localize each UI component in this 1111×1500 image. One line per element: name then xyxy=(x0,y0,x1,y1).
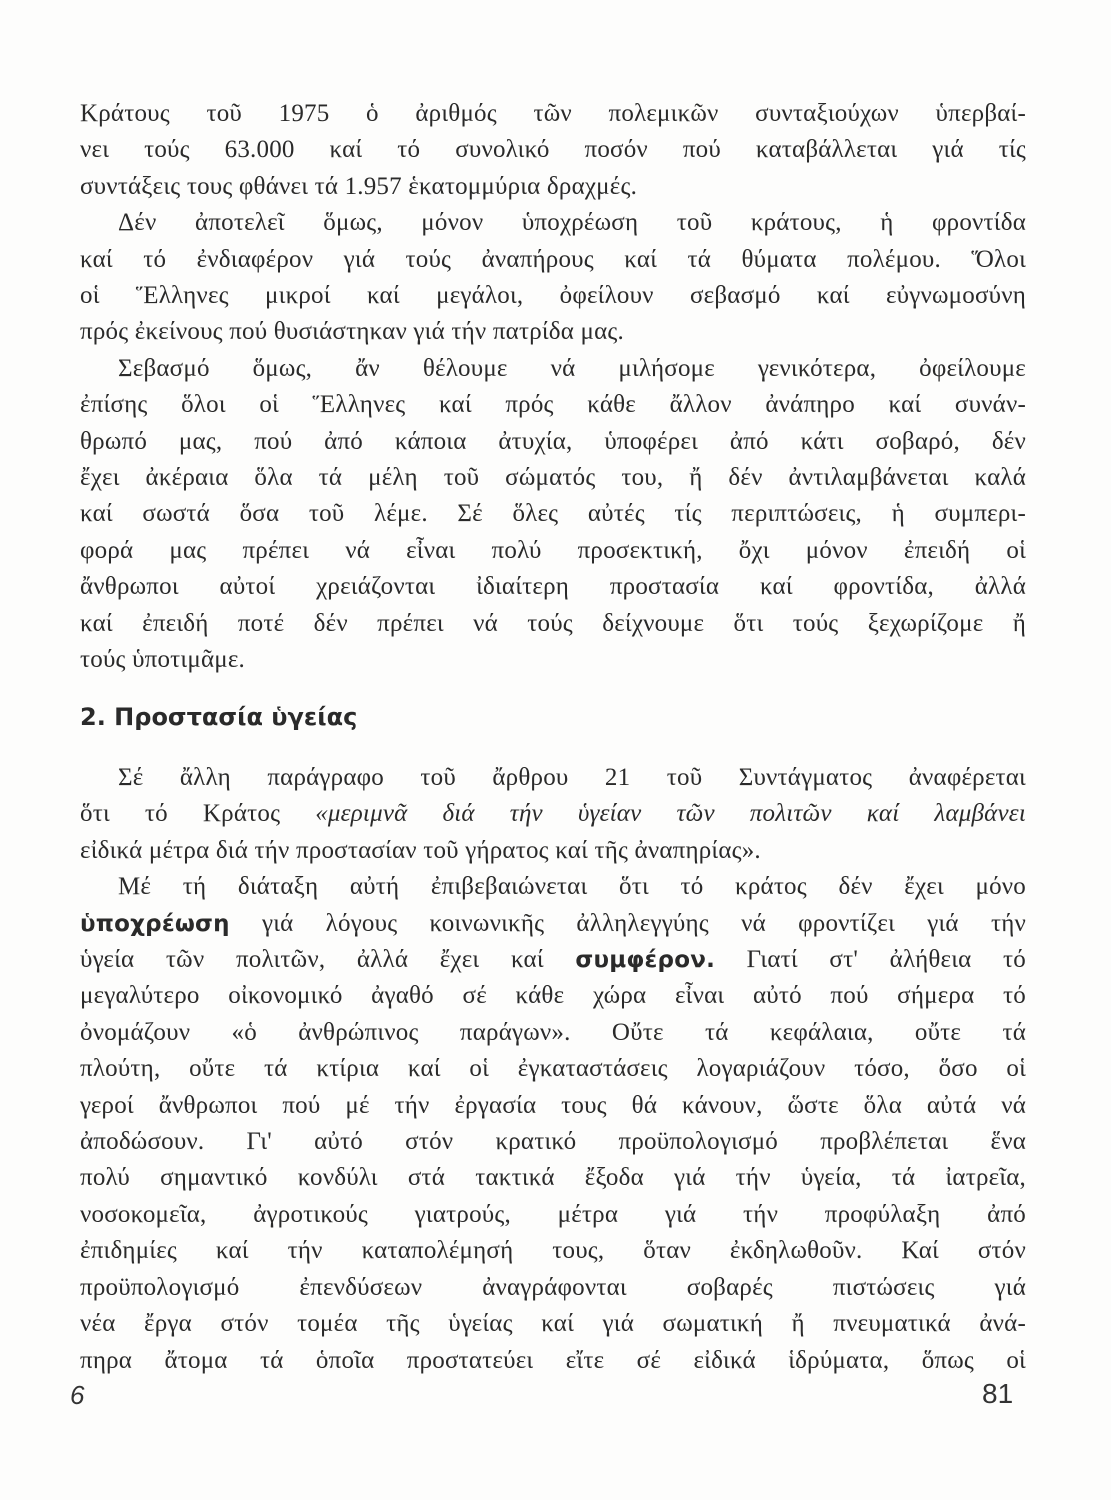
text-line: καί ἐπειδή ποτέ δέν πρέπει νά τούς δείχνουμε ὅτι τούς ξεχωρίζομε ἤ xyxy=(80,609,1026,637)
text-line: εἰδικά μέτρα διά τήν προστασίαν τοῦ γήρατος καί τῆς ἀναπηρίας». xyxy=(80,836,761,864)
text-run: ὅτι τό Κράτος xyxy=(80,800,316,828)
italic-quote: «μεριμνᾶ διά τήν ὑγείαν τῶν πολιτῶν καί λαμβάνει xyxy=(315,800,1026,828)
text-line: ἀποδώσουν. Γι' αὐτό στόν κρατικό προϋπολογισμό προβλέπεται ἕνα xyxy=(80,1128,1026,1156)
top-text-block xyxy=(80,96,1026,679)
text-line: νει τούς 63.000 καί τό συνολικό ποσόν πού καταβάλλεται γιά τίς xyxy=(80,136,1026,164)
text-line: οἱ Ἕλληνες μικροί καί μεγάλοι, ὀφείλουν σεβασμό καί εὐγνωμοσύνη xyxy=(80,282,1026,310)
bottom-text-block xyxy=(80,760,1026,1379)
text-line: Σεβασμό ὅμως, ἄν θέλουμε νά μιλήσομε γενικότερα, ὀφείλουμε xyxy=(118,354,1026,382)
text-line: συντάξεις τους φθάνει τά 1.957 ἑκατομμύρια δραχμές. xyxy=(80,172,638,200)
text-line: ἐπιδημίες καί τήν καταπολέμησή τους, ὅταν ἐκδηλωθοῦν. Καί στόν xyxy=(80,1237,1026,1265)
text-line xyxy=(80,906,1026,942)
text-line: νοσοκομεῖα, ἀγροτικούς γιατρούς, μέτρα γιά τήν προφύλαξη ἀπό xyxy=(80,1200,1026,1228)
text-line: Δέν ἀποτελεῖ ὅμως, μόνον ὑποχρέωση τοῦ κράτους, ἡ φροντίδα xyxy=(118,209,1026,237)
text-line: προϋπολογισμό ἐπενδύσεων ἀναγράφονται σοβαρές πιστώσεις γιά xyxy=(80,1273,1026,1301)
text-line: μεγαλύτερο οἰκονομικό ἀγαθό σέ κάθε χώρα εἶναι αὐτό πού σήμερα τό xyxy=(80,982,1026,1010)
signature-mark: 6 xyxy=(70,1380,85,1410)
text-line: πρός ἐκείνους πού θυσιάστηκαν γιά τήν πατρίδα μας. xyxy=(80,318,624,346)
section-heading: 2. Προστασία ὑγείας xyxy=(80,703,358,731)
text-line: νέα ἔργα στόν τομέα τῆς ὑγείας καί γιά σωματική ἤ πνευματικά ἀνά- xyxy=(80,1310,1026,1338)
text-run: γιά λόγους κοινωνικῆς ἀλληλεγγύης νά φροντίζει γιά τήν xyxy=(229,909,1026,937)
text-line: ἔχει ἀκέραια ὅλα τά μέλη τοῦ σώματός του, ἤ δέν ἀντιλαμβάνεται καλά xyxy=(80,464,1026,492)
bold-term: ὑποχρέωση xyxy=(80,910,230,937)
page-number: 81 xyxy=(982,1378,1014,1409)
text-run: ὑγεία τῶν πολιτῶν, ἀλλά ἔχει καί xyxy=(80,946,576,974)
text-line xyxy=(80,942,1026,978)
text-line: φορά μας πρέπει νά εἶναι πολύ προσεκτική, ὄχι μόνον ἐπειδή οἱ xyxy=(80,536,1026,564)
text-line: ἐπίσης ὅλοι οἱ Ἕλληνες καί πρός κάθε ἄλλον ἀνάπηρο καί συνάν- xyxy=(80,391,1026,419)
bold-term: συμφέρον. xyxy=(575,947,716,974)
text-line: θρωπό μας, πού ἀπό κάποια ἀτυχία, ὑποφέρει ἀπό κάτι σοβαρό, δέν xyxy=(80,427,1026,455)
text-line: καί σωστά ὅσα τοῦ λέμε. Σέ ὅλες αὐτές τίς περιπτώσεις, ἡ συμπερι- xyxy=(80,500,1026,528)
text-line: τούς ὑποτιμᾶμε. xyxy=(80,646,245,674)
text-line: καί τό ἐνδιαφέρον γιά τούς ἀναπήρους καί τά θύματα πολέμου. Ὅλοι xyxy=(80,245,1026,273)
text-line: γεροί ἄνθρωποι πού μέ τήν ἐργασία τους θά κάνουν, ὥστε ὅλα αὐτά νά xyxy=(80,1091,1026,1119)
text-line: ἄνθρωποι αὐτοί χρειάζονται ἰδιαίτερη προστασία καί φροντίδα, ἀλλά xyxy=(80,573,1026,601)
text-line: Σέ ἄλλη παράγραφο τοῦ ἄρθρου 21 τοῦ Συντάγματος ἀναφέρεται xyxy=(118,764,1026,791)
text-line xyxy=(80,796,1026,832)
text-line: Κράτους τοῦ 1975 ὁ ἀριθμός τῶν πολεμικῶν συνταξιούχων ὑπερβαί- xyxy=(80,100,1026,127)
text-line: πλούτη, οὔτε τά κτίρια καί οἱ ἐγκαταστάσεις λογαριάζουν τόσο, ὅσο οἱ xyxy=(80,1055,1026,1083)
text-line: Μέ τή διάταξη αὐτή ἐπιβεβαιώνεται ὅτι τό κράτος δέν ἔχει μόνο xyxy=(118,873,1026,901)
text-line: πολύ σημαντικό κονδύλι στά τακτικά ἔξοδα γιά τήν ὑγεία, τά ἰατρεῖα, xyxy=(80,1164,1026,1192)
text-line: ὀνομάζουν «ὁ ἀνθρώπινος παράγων». Οὔτε τά κεφάλαια, οὔτε τά xyxy=(80,1018,1026,1046)
text-line: πηρα ἄτομα τά ὁποῖα προστατεύει εἴτε σέ εἰδικά ἱδρύματα, ὅπως οἱ xyxy=(80,1346,1026,1374)
text-run: Γιατί στ' ἀλήθεια τό xyxy=(715,946,1026,974)
